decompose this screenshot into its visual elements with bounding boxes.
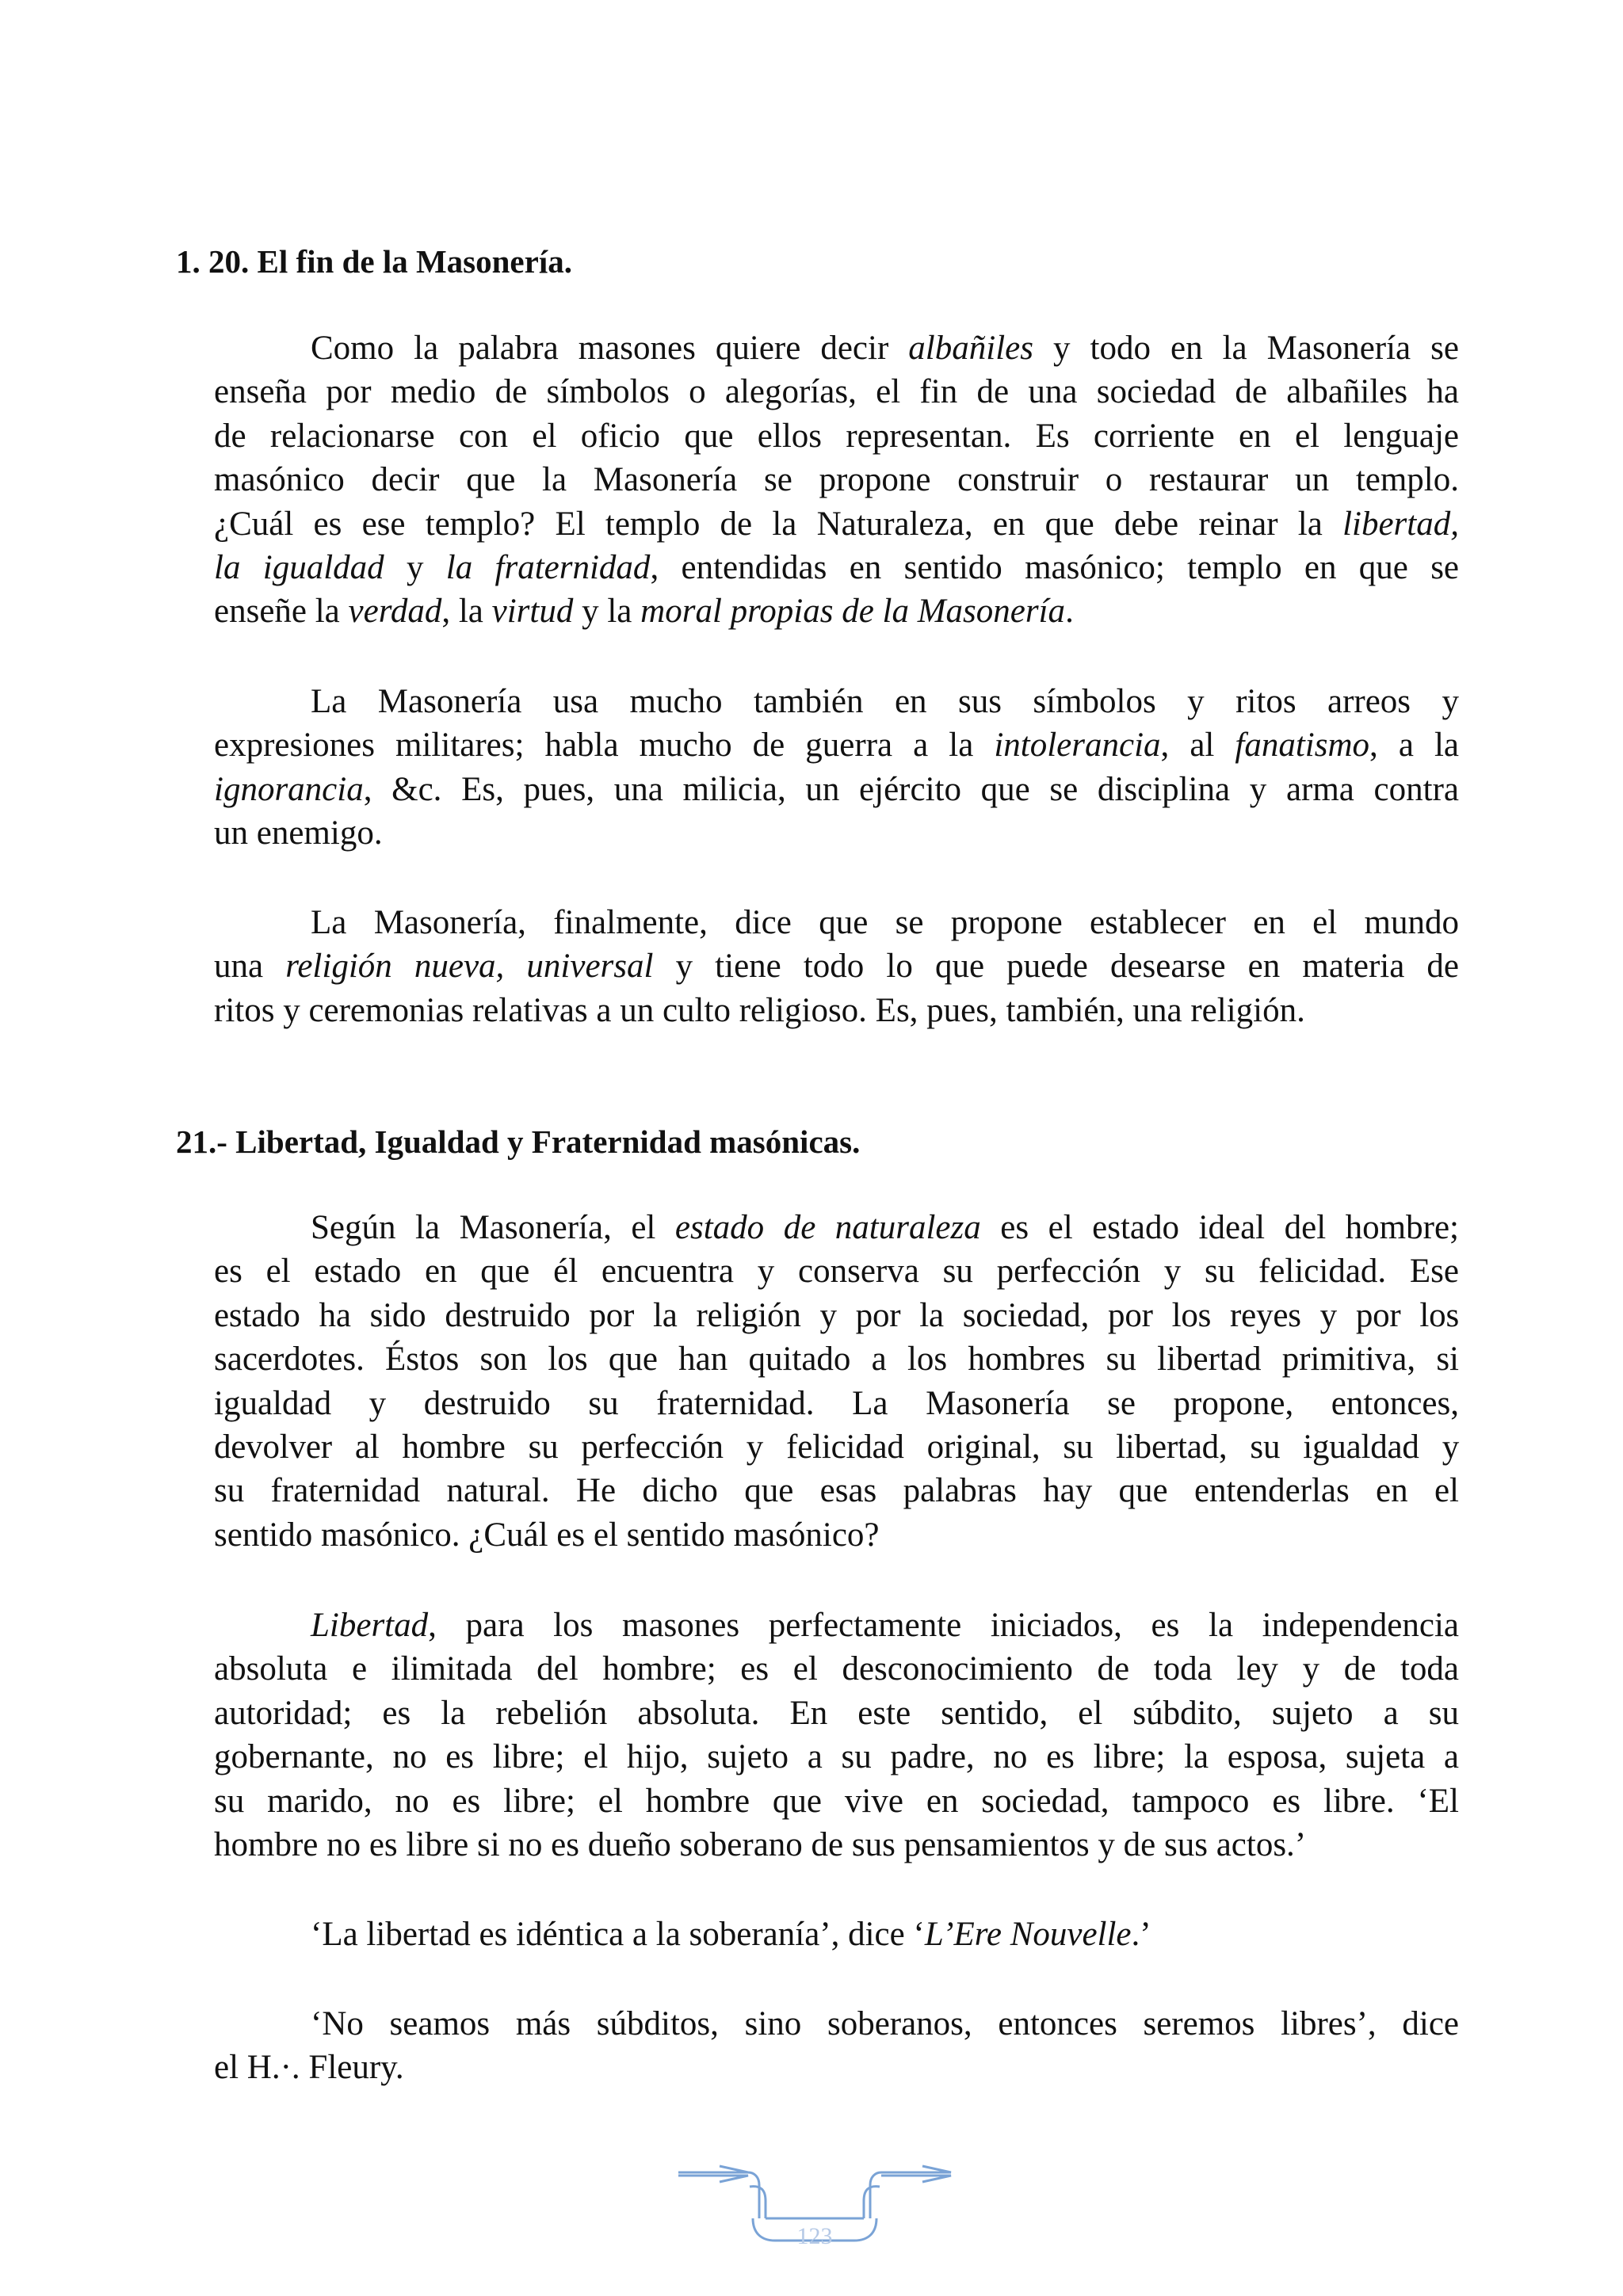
text-line: Libertad, para los masones perfectamente iniciados, es la independencia [311,1607,1459,1644]
text-line: expresiones militares; habla mucho de guerra a la intolerancia, al fanatismo, a la [214,727,1459,765]
text-line: Como la palabra masones quiere decir albañiles y todo en la Masonería se [311,330,1459,367]
text-line: estado ha sido destruido por la religión y por la sociedad, por los reyes y por los [214,1296,1459,1334]
text-line: el H.·. Fleury. [214,2049,404,2087]
paragraph-fin-masoneria-2 [214,680,1459,856]
paragraph-libertad-4 [214,2002,1459,2090]
section-heading-21: 21.- Libertad, Igualdad y Fraternidad masónicas. [176,1123,861,1160]
text-line: ritos y ceremonias relativas a un culto religioso. Es, pues, también, una religión. [214,991,1305,1029]
section-heading-20: 1. 20. El fin de la Masonería. [176,243,572,280]
page-number-ornament [672,2161,957,2248]
text-line: hombre no es libre si no es dueño soberano de sus pensamientos y de sus actos.’ [214,1825,1307,1863]
text-line: su marido, no es libre; el hombre que vive en sociedad, tampoco es libre. ‘El [214,1782,1459,1820]
paragraph-libertad-1 [214,1206,1459,1557]
paragraph-fin-masoneria-1 [214,326,1459,634]
text-line: gobernante, no es libre; el hijo, sujeto a su padre, no es libre; la esposa, sujeta a [214,1738,1459,1776]
text-line: es el estado en que él encuentra y conserva su perfección y su felicidad. Ese [214,1253,1459,1291]
text-line: sentido masónico. ¿Cuál es el sentido masónico? [214,1516,880,1554]
text-line: su fraternidad natural. He dicho que esas palabras hay que entenderlas en el [214,1472,1459,1510]
text-line: La Masonería usa mucho también en sus símbolos y ritos arreos y [311,683,1459,720]
text-line: un enemigo. [214,814,383,852]
text-line: masónico decir que la Masonería se propone construir o restaurar un templo. [214,461,1459,499]
text-line: La Masonería, finalmente, dice que se propone establecer en el mundo [311,904,1459,941]
text-line: igualdad y destruido su fraternidad. La Masonería se propone, entonces, [214,1384,1459,1422]
text-line: enseña por medio de símbolos o alegorías, el fin de una sociedad de albañiles ha [214,373,1459,411]
text-line: de relacionarse con el oficio que ellos representan. Es corriente en el lenguaje [214,417,1459,455]
text-line: ignorancia, &c. Es, pues, una milicia, un ejército que se disciplina y arma contra [214,770,1459,808]
text-line: ¿Cuál es ese templo? El templo de la Naturaleza, en que debe reinar la libertad, [214,505,1459,543]
text-line: Según la Masonería, el estado de naturaleza es el estado ideal del hombre; [311,1209,1459,1246]
text-line: sacerdotes. Éstos son los que han quitado a los hombres su libertad primitiva, si [214,1341,1459,1379]
page-number: 123 [796,2223,833,2248]
text-line: absoluta e ilimitada del hombre; es el desconocimiento de toda ley y de toda [214,1650,1459,1688]
text-line: ‘No seamos más súbditos, sino soberanos, entonces seremos libres’, dice [311,2005,1459,2042]
text-line: una religión nueva, universal y tiene todo lo que puede desearse en materia de [214,948,1459,986]
text-line: enseñe la verdad, la virtud y la moral propias de la Masonería. [214,593,1074,631]
text-line: la igualdad y la fraternidad, entendidas en sentido masónico; templo en que se [214,548,1460,586]
text-line: devolver al hombre su perfección y felicidad original, su libertad, su igualdad y [214,1428,1459,1466]
text-line: ‘La libertad es idéntica a la soberanía’, dice ‘L’Ere Nouvelle.’ [311,1916,1151,1953]
paragraph-libertad-3 [214,1913,1459,1956]
paragraph-fin-masoneria-3 [214,901,1459,1032]
paragraph-libertad-2 [214,1604,1459,1867]
text-line: autoridad; es la rebelión absoluta. En este sentido, el súbdito, sujeto a su [214,1694,1459,1732]
